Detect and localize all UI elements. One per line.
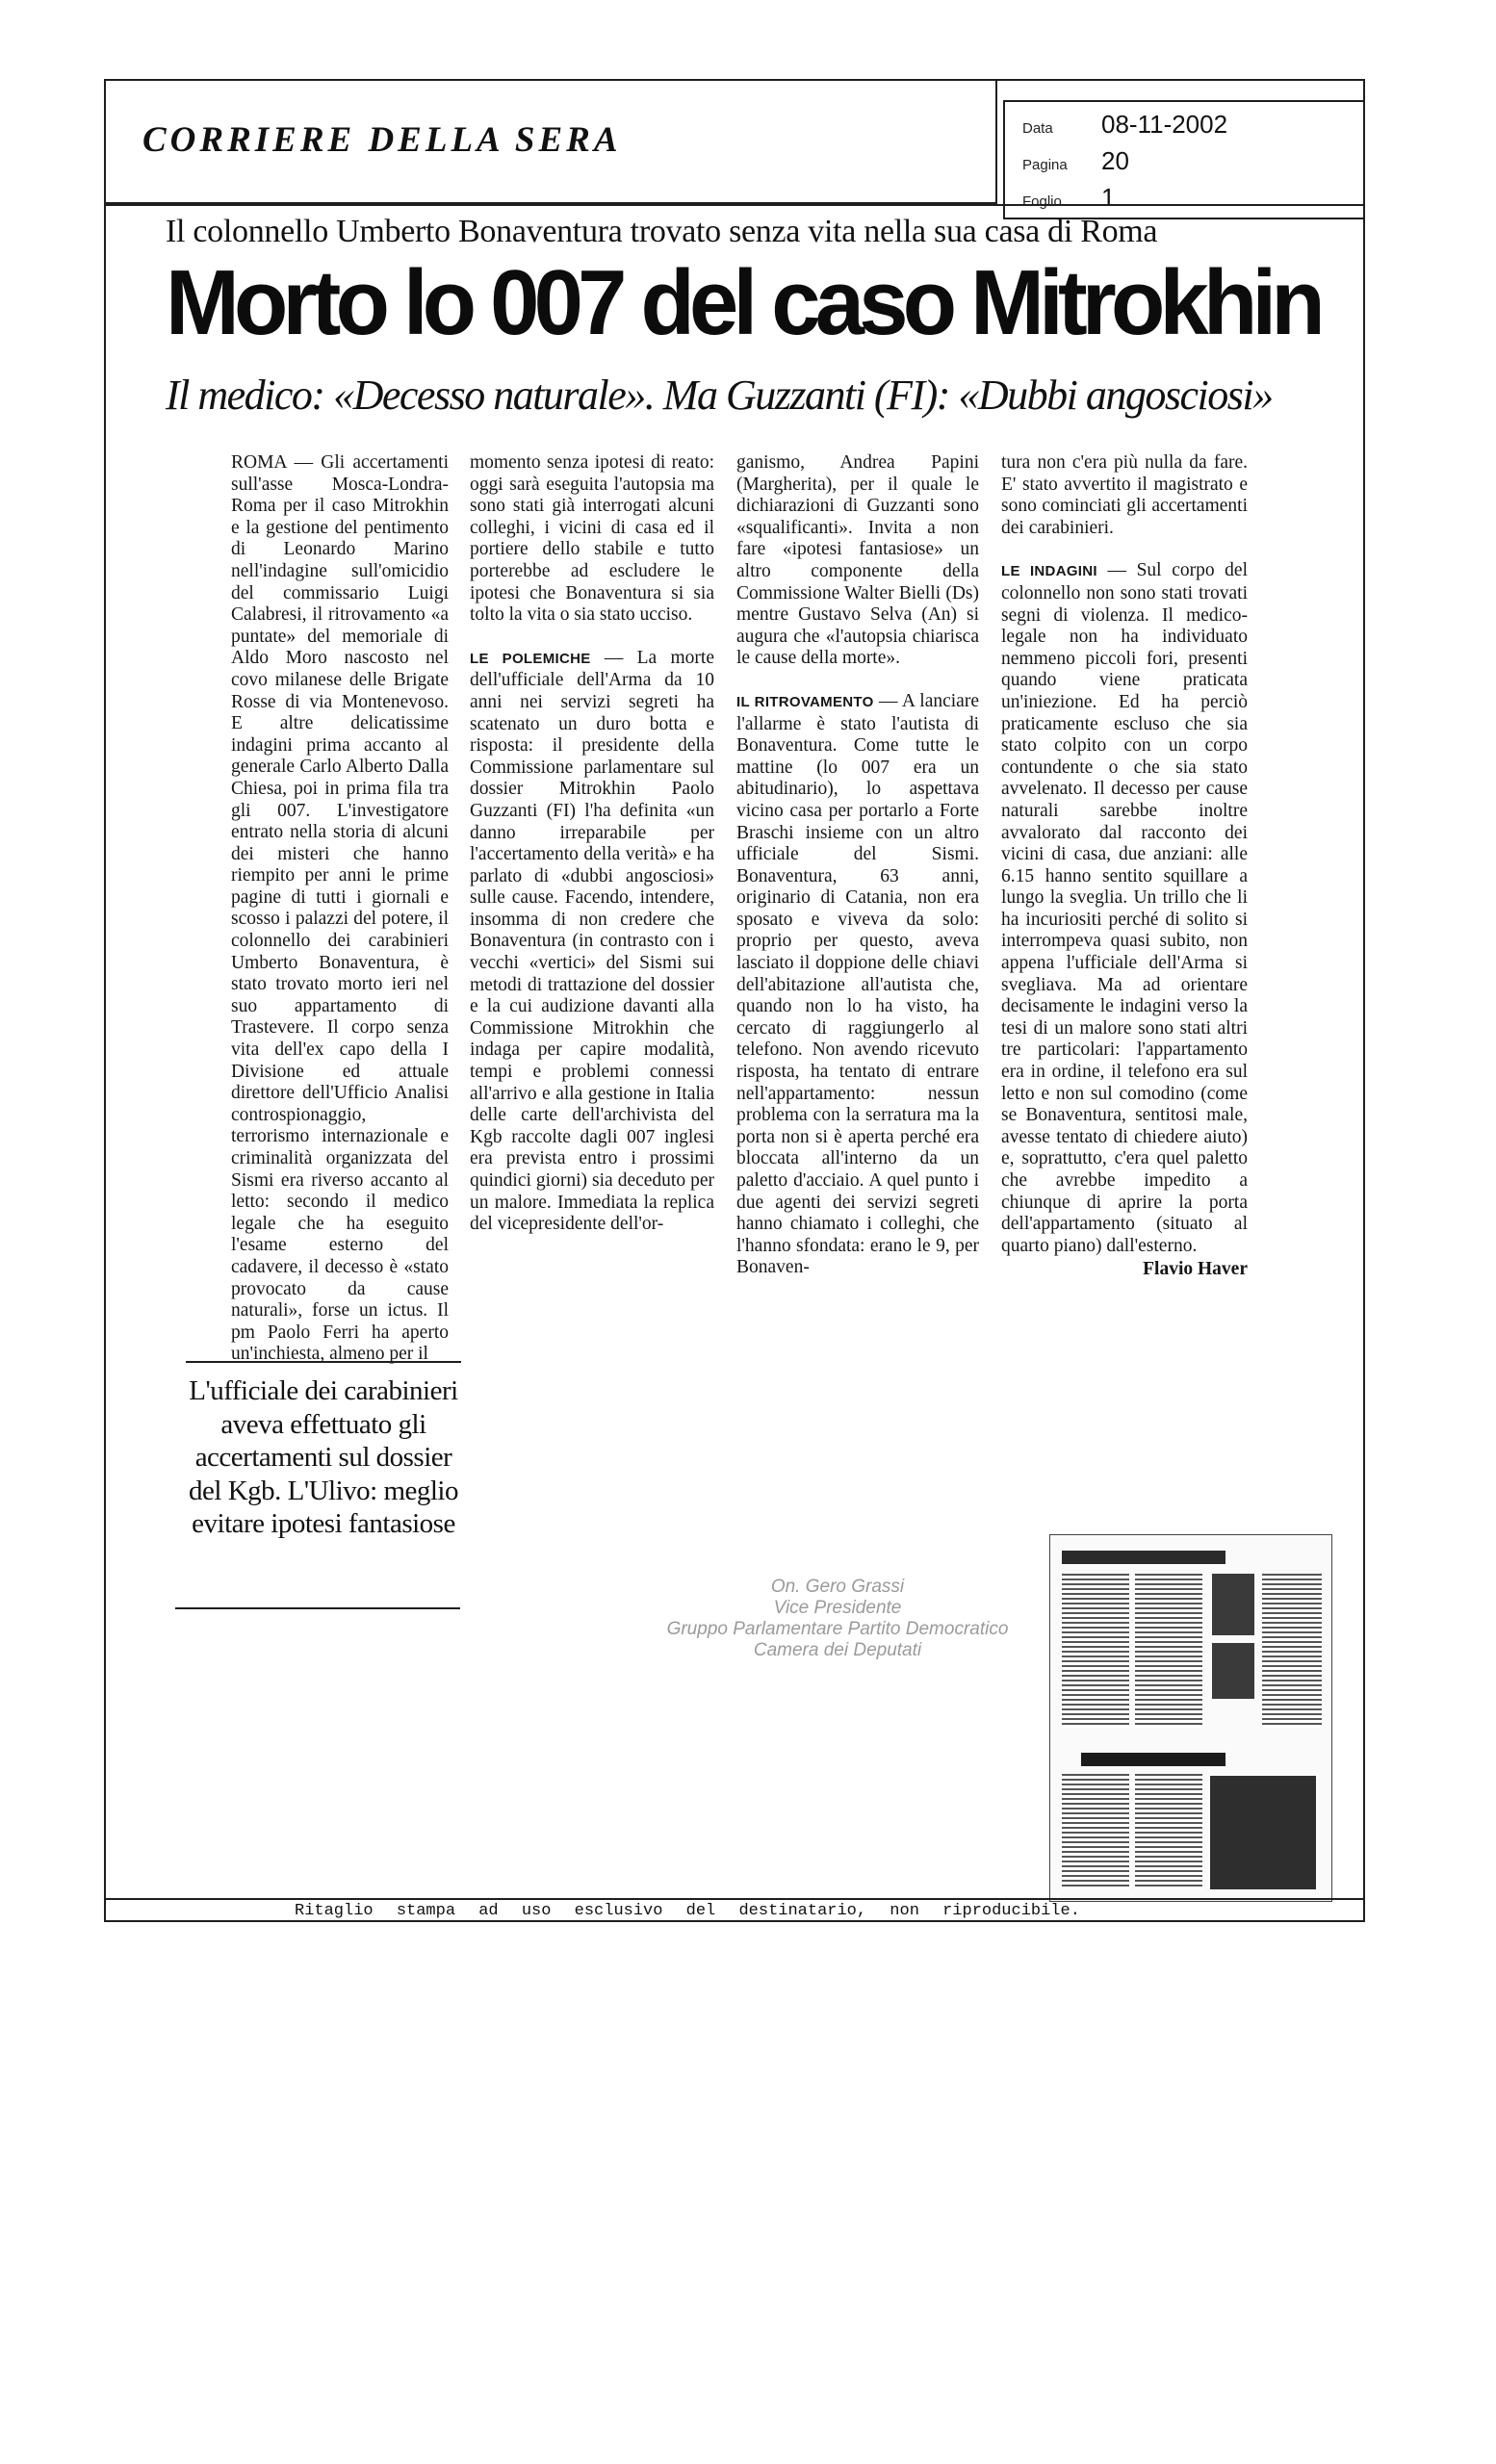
page-thumbnail	[1049, 1534, 1332, 1902]
meta-page	[1022, 146, 1129, 176]
meta-sheet-label: Foglio	[1022, 193, 1062, 210]
column-1-text: ROMA — Gli accertamenti sull'asse Mosca-Londra-Roma per il caso Mitrokhin e la gestione del pentimento di Leonardo Marino nell'indagine sull'omicidio del commissario Luigi Calabresi, il ritrovamento «a puntate» del memoriale di Aldo Moro nascosto nel covo milanese delle Brigate Rosse di via Montenevoso. E altre delicatissime indagini prima accanto al generale Carlo Alberto Dalla Chiesa, poi in prima fila tra gli 007. L'investigatore entrato nella storia di alcuni dei misteri che hanno riempito per anni le prime pagine di tutti i giornali e scosso i palazzi del potere, il colonnello dei carabinieri Umberto Bonaventura, è stato trovato morto ieri nel suo appartamento di Trastevere. Il corpo senza vita dell'ex capo della I Divisione ed attuale direttore dell'Ufficio Analisi controspionaggio, terrorismo internazionale e criminalità organizzata del Sismi era riverso accanto al letto: secondo il medico legale che ha eseguito l'esame esterno del cadavere, il decesso è «stato provocato da cause naturali», forse un ictus. Il pm Paolo Ferri ha aperto un'inchiesta, almeno per il	[231, 452, 449, 1365]
pullquote-top-rule	[186, 1361, 461, 1363]
article-byline: Flavio Haver	[1143, 1259, 1248, 1280]
column-4-paragraph	[1001, 560, 1248, 1257]
pullquote: L'ufficiale dei carabinieri aveva effettuato gli accertamenti sul dossier del Kgb. L'Ulivo: meglio evitare ipotesi fantasiose	[189, 1375, 458, 1539]
parliament-stamp	[616, 1577, 1059, 1661]
subhead-polemiche: LE POLEMICHE	[470, 650, 591, 667]
column-2-text-b: — La morte dell'ufficiale dell'Arma da 10 anni nei servizi segreti ha scatenato un duro botta e risposta: il presidente della Commissione parlamentare sul dossier Mitrokhin Paolo Guzzanti (FI) l'ha definita «un danno irreparabile per l'accertamento della verità» e ha parlato di «dubbi angosciosi» sulle cause. Facendo, intendere, insomma di non credere che Bonaventura (in contrasto con i vecchi «vertici» del Sismi sui metodi di trattazione del dossier e la cui audizione davanti alla Commissione Mitrokhin che indaga per capire modalità, tempi e problemi connessi all'arrivo e alla gestione in Italia delle carte dell'archivista del Kgb raccolte dagli 007 inglesi era prevista entro i prossimi quindici giorni) sia deceduto per un malore. Immediata la replica del vicepresidente dell'or-	[470, 647, 714, 1235]
subhead-ritrovamento: IL RITROVAMENTO	[736, 693, 874, 710]
article-kicker: Il colonnello Umberto Bonaventura trovato senza vita nella sua casa di Roma	[166, 214, 1158, 249]
thumbnail-photo	[1212, 1643, 1254, 1699]
thumbnail-text-block	[1135, 1574, 1202, 1728]
column-2-text-a: momento senza ipotesi di reato: oggi sarà eseguita l'autopsia ma sono stati già interrogati alcuni colleghi, i vicini di casa ed il portiere dello stabile e tutto porterebbe ad escludere le ipotesi che Bonaventura si sia tolto la vita o sia stato ucciso.	[470, 452, 714, 626]
column-3-text-b: — A lanciare l'allarme è stato l'autista di Bonaventura. Come tutte le mattine (lo 007 era un abitudinario), lo aspettava vicino casa per portarlo a Forte Braschi insieme con un altro ufficiale del Sismi. Bonaventura, 63 anni, originario di Catania, non era sposato e viveva da solo: proprio per questo, aveva lasciato il doppione delle chiavi dell'abitazione all'autista che, quando non lo ha visto, ha cercato di raggiungerlo al telefono. Non avendo ricevuto risposta, ha tentato di entrare nell'appartamento: nessun problema con la serratura ma la porta non si è aperta perché era bloccata all'interno da un paletto d'acciaio. A quel punto i due agenti dei servizi segreti hanno chiamato i colleghi, che l'hanno sfondata: erano le 9, per Bonaven-	[736, 690, 979, 1278]
thumbnail-text-block	[1135, 1774, 1202, 1889]
stamp-name: On. Gero Grassi	[770, 1577, 905, 1597]
thumbnail-article-title	[1081, 1753, 1225, 1766]
footer-disclaimer: Ritaglio stampa ad uso esclusivo del destinatario, non riproducibile.	[295, 1902, 1080, 1920]
article-column-2	[470, 452, 714, 1236]
newspaper-masthead: CORRIERE DELLA SERA	[142, 120, 622, 160]
thumbnail-text-block	[1262, 1574, 1322, 1728]
stamp-group: Gruppo Parlamentare Partito Democratico	[666, 1619, 1009, 1639]
thumbnail-text-block	[1062, 1774, 1129, 1889]
meta-sheet	[1022, 183, 1115, 213]
pullquote-bottom-rule	[175, 1607, 460, 1609]
meta-date-value: 08-11-2002	[1101, 110, 1228, 139]
thumbnail-photo	[1212, 1574, 1254, 1635]
stamp-role: Vice Presidente	[773, 1598, 902, 1618]
subhead-indagini: LE INDAGINI	[1001, 563, 1097, 580]
footer-rule	[104, 1898, 1365, 1900]
thumbnail-text-block	[1062, 1574, 1129, 1728]
column-2-paragraph	[470, 648, 714, 1236]
clipping-meta-box	[1003, 100, 1365, 219]
article-column-4	[1001, 452, 1248, 1281]
article-column-3	[736, 452, 979, 1279]
meta-sheet-value: 1	[1101, 183, 1116, 212]
meta-date-label: Data	[1022, 120, 1053, 137]
column-4-text-b: — Sul corpo del colonnello non sono stati trovati segni di violenza. Il medico-legale non ha individuato nemmeno piccoli fori, presenti quando viene praticata un'iniezione. Ed ha perciò praticamente escluso che sia stato colpito con un corpo contundente o che sia stato avvelenato. Il decesso per cause naturali sarebbe inoltre avvalorato dal racconto dei vicini di casa, due anziani: alle 6.15 hanno sentito squillare a lungo la sveglia. Un trillo che li ha incuriositi perché di solito si interrompeva quasi subito, non appena l'ufficiale dell'Arma si svegliava. Ma ad orientare decisamente le indagini verso la tesi di un malore sono stati altri tre particolari: l'appartamento era in ordine, il telefono era sul letto e non sul comodino (come se Bonaventura, sentitosi male, avesse tentato di chiedere aiuto) e, soprattutto, c'era quel paletto che avrebbe impedito a chiunque di aprire la porta dell'appartamento (situato al quarto piano) dall'esterno.	[1001, 560, 1249, 1256]
thumbnail-headline-bar	[1062, 1551, 1225, 1564]
stamp-chamber: Camera dei Deputati	[753, 1640, 922, 1660]
thumbnail-photo	[1210, 1776, 1316, 1889]
column-3-paragraph	[736, 691, 979, 1279]
meta-date	[1022, 110, 1227, 140]
column-3-text-a: ganismo, Andrea Papini (Margherita), per il quale le dichiarazioni di Guzzanti sono «squalificanti». Invita a non fare «ipotesi fantasiose» un altro componente della Commissione Walter Bielli (Ds) mentre Gustavo Selva (An) si augura che «l'autopsia chiarisca le cause della morte».	[736, 452, 979, 669]
article-headline: Morto lo 007 del caso Mitrokhin	[166, 251, 1320, 354]
article-column-1	[231, 452, 449, 1366]
meta-page-label: Pagina	[1022, 157, 1068, 173]
column-4-text-a: tura non c'era più nulla da fare. E' stato avvertito il magistrato e sono cominciati gli accertamenti dei carabinieri.	[1001, 452, 1248, 538]
article-subheadline: Il medico: «Decesso naturale». Ma Guzzanti (FI): «Dubbi angosciosi»	[166, 372, 1273, 419]
header-rule	[104, 204, 1365, 206]
meta-page-value: 20	[1101, 146, 1129, 175]
